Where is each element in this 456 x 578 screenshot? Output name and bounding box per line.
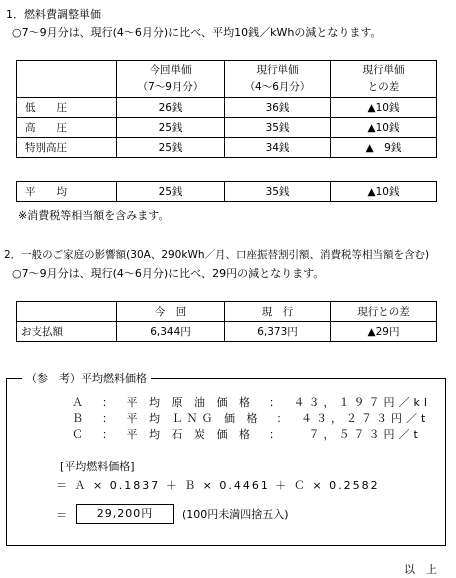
section1-heading: 1．燃料費調整単価 <box>6 8 101 21</box>
header-empty <box>17 61 117 98</box>
table-row <box>17 118 437 138</box>
unit-price-header-row <box>17 61 437 98</box>
unit-price-table <box>16 60 437 158</box>
table-row <box>17 98 437 118</box>
household-header-row <box>17 302 437 322</box>
row-current: 26銭 <box>117 98 225 118</box>
header-existing-l2: （4～6月分） <box>244 81 311 93</box>
header-current-l2: （7～9月分） <box>137 81 204 93</box>
household-existing: 6,373円 <box>225 322 331 342</box>
row-existing: 35銭 <box>225 118 331 138</box>
formula-label: [平均燃料価格] <box>60 460 135 473</box>
result-value: 29,200円 <box>76 504 174 524</box>
household-header-existing: 現 行 <box>225 302 331 322</box>
household-header-diff: 現行との差 <box>331 302 437 322</box>
row-label: 高 圧 <box>17 118 117 138</box>
average-row <box>17 182 437 202</box>
header-current-l1: 今回単価 <box>149 64 192 76</box>
section2-heading: 2．一般のご家庭の影響額(30A、290kWh／月、口座振替割引額、消費税等相当額を含む) <box>4 249 430 261</box>
header-existing <box>225 61 331 98</box>
average-label: 平 均 <box>17 182 117 202</box>
closing-mark: 以 上 <box>404 563 437 576</box>
fuel-price-line-a: Ａ ： 平 均 原 油 価 格 ： ４３，１９７円／kl <box>72 396 431 409</box>
header-current <box>117 61 225 98</box>
header-diff <box>331 61 437 98</box>
row-current: 25銭 <box>117 138 225 158</box>
section1-lead: ○7～9月分は、現行(4～6月分)に比べ、平均10銭／kWhの減となります。 <box>12 26 382 39</box>
household-header-current: 今 回 <box>117 302 225 322</box>
header-existing-l1: 現行単価 <box>256 64 299 76</box>
fuel-price-line-c: Ｃ ： 平 均 石 炭 価 格 ： ７，５７３円／t <box>72 428 422 441</box>
average-table <box>16 181 437 202</box>
average-existing: 35銭 <box>225 182 331 202</box>
row-diff: ▲ 9銭 <box>331 138 437 158</box>
average-diff: ▲10銭 <box>331 182 437 202</box>
fuel-price-line-b: Ｂ ： 平 均 ＬＮＧ 価 格 ： ４３，２７３円／t <box>72 412 430 425</box>
household-label: お支払額 <box>17 322 117 342</box>
row-diff: ▲10銭 <box>331 98 437 118</box>
household-current: 6,344円 <box>117 322 225 342</box>
header-diff-l2: との差 <box>367 81 400 93</box>
section2-lead: ○7～9月分は、現行(4～6月分)に比べ、29円の減となります。 <box>12 267 325 280</box>
household-header-empty <box>17 302 117 322</box>
row-diff: ▲10銭 <box>331 118 437 138</box>
result-note: (100円未満四捨五入) <box>182 508 289 521</box>
row-label: 低 圧 <box>17 98 117 118</box>
household-diff: ▲29円 <box>331 322 437 342</box>
row-existing: 36銭 <box>225 98 331 118</box>
average-current: 25銭 <box>117 182 225 202</box>
tax-note: ※消費税等相当額を含みます。 <box>18 209 170 222</box>
header-diff-l1: 現行単価 <box>362 64 405 76</box>
result-equals: ＝ <box>56 509 67 522</box>
table-row <box>17 138 437 158</box>
row-label: 特別高圧 <box>17 138 117 158</box>
household-table <box>16 301 437 342</box>
row-existing: 34銭 <box>225 138 331 158</box>
household-row <box>17 322 437 342</box>
row-current: 25銭 <box>117 118 225 138</box>
formula: ＝ Ａ × 0.1837 ＋ Ｂ × 0.4461 ＋ Ｃ × 0.2582 <box>56 479 380 492</box>
reference-title: （参 考）平均燃料価格 <box>22 370 151 386</box>
